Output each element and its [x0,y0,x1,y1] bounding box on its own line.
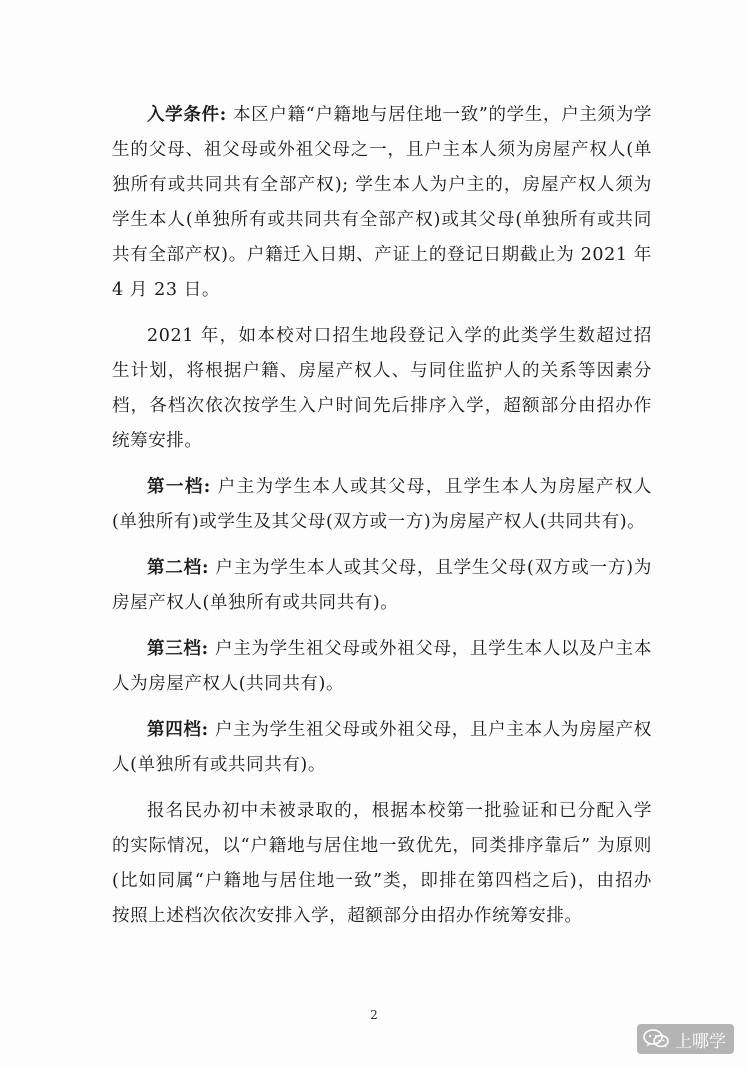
paragraph-text: 报名民办初中未被录取的，根据本校第一批验证和已分配入学的实际情况，以“户籍地与居住地一致优先，同类排序靠后” 为原则(比如同属“户籍地与居住地一致”类，即排在第四档之后)，由招办按照上述档次依次安排入学，超额部分由招办作统筹安排。 [112,801,652,926]
paragraph-admission-conditions [112,98,652,308]
paragraph-lead: 第二档: [147,558,210,578]
paragraph-text: 户主为学生祖父母或外祖父母，且学生本人以及户主本人为房屋产权人(共同共有)。 [112,639,652,694]
paragraph-text: 2021 年，如本校对口招生地段登记入学的此类学生数超过招生计划，将根据户籍、房屋产权人、与同住监护人的关系等因素分档，各档次依次按学生入户时间先后排序入学，超额部分由招办作统筹安排。 [112,326,652,451]
paragraph-tier-1 [112,470,652,540]
wechat-icon [643,1029,669,1049]
paragraph-tier-4 [112,713,652,783]
watermark-text: 上哪学 [675,1031,726,1052]
paragraph-lead: 第三档: [147,639,209,659]
paragraph-lead: 第四档: [147,720,209,740]
paragraph-tier-3 [112,632,652,702]
paragraph-text: 本区户籍“户籍地与居住地一致”的学生，户主须为学生的父母、祖父母或外祖父母之一，且户主本人须为房屋产权人(单独所有或共同共有全部产权); 学生本人为户主的，房屋产权人须为学生本人(单独所有或共同共有全部产权)或其父母(单独所有或共同共有全部产权)。户籍迁入日期、产证上的登记日期截止为 2021 年 4 月 23 日。 [112,105,652,300]
document-body [112,98,652,934]
paragraph-text: 户主为学生本人或其父母，且学生本人为房屋产权人(单独所有)或学生及其父母(双方或一方)为房屋产权人(共同共有)。 [112,477,652,532]
paragraph-private-school-rejected [112,794,652,934]
paragraph-tier-2 [112,551,652,621]
paragraph-text: 户主为学生祖父母或外祖父母，且户主本人为房屋产权人(单独所有或共同共有)。 [112,720,652,775]
paragraph-text: 户主为学生本人或其父母，且学生父母(双方或一方)为房屋产权人(单独所有或共同共有)。 [112,558,652,613]
page-number: 2 [370,1008,378,1022]
watermark [637,1024,734,1054]
paragraph-lead: 入学条件: [147,105,227,125]
paragraph-2021-tiering [112,319,652,459]
paragraph-lead: 第一档: [147,477,211,497]
